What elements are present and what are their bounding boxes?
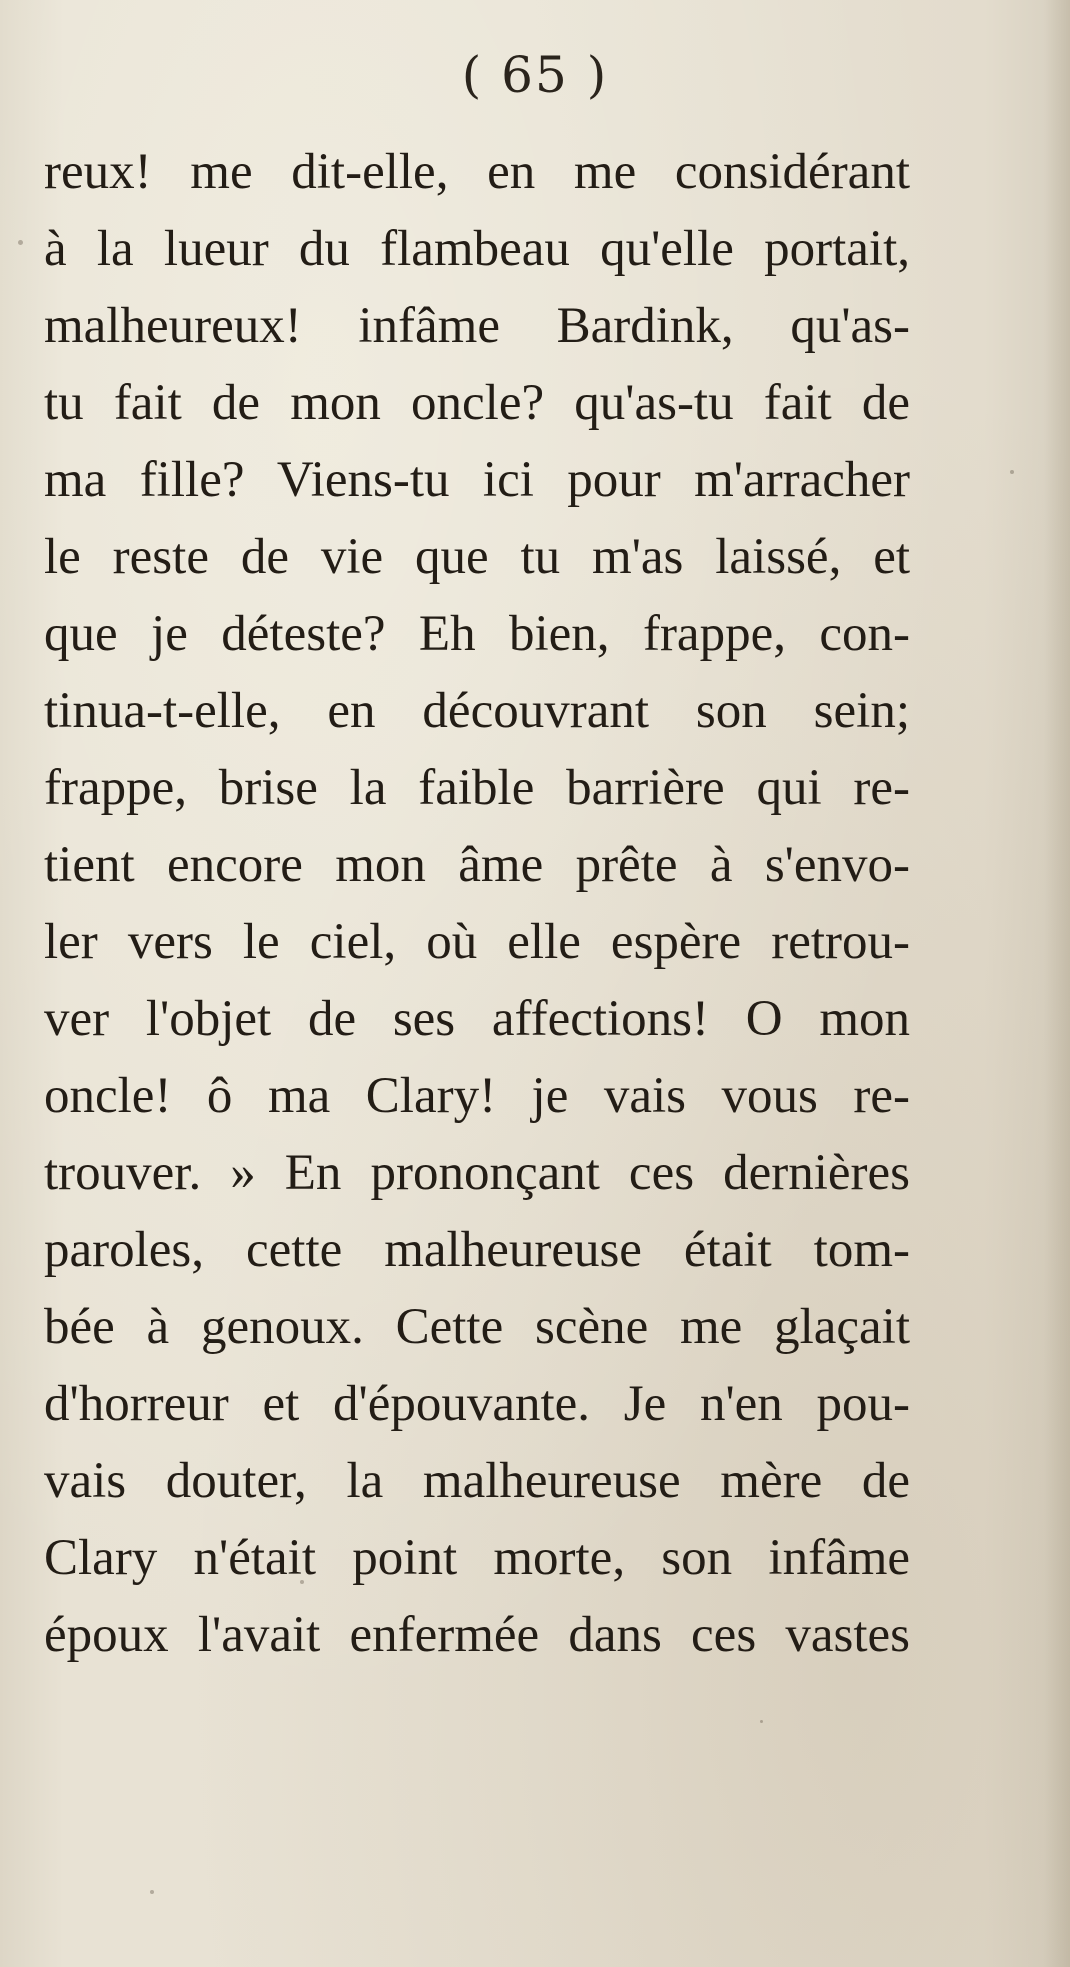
text-line-7: que je déteste? Eh bien, frappe, con- <box>44 606 910 662</box>
text-line-19: Clary n'était point morte, son infâme <box>44 1530 910 1586</box>
paper-speck <box>300 1580 304 1584</box>
paper-speck <box>1010 470 1014 474</box>
text-line-14: trouver. » En prononçant ces dernières <box>44 1145 910 1201</box>
text-line-10: tient encore mon âme prête à s'envo- <box>44 837 910 893</box>
text-line-18: vais douter, la malheureuse mère de <box>44 1453 910 1509</box>
text-line-1: reux! me dit-elle, en me considérant <box>44 144 910 200</box>
text-line-8: tinua-t-elle, en découvrant son sein; <box>44 683 910 739</box>
text-line-15: paroles, cette malheureuse était tom- <box>44 1222 910 1278</box>
text-line-3: malheureux! infâme Bardink, qu'as- <box>44 298 910 354</box>
text-line-17: d'horreur et d'épouvante. Je n'en pou- <box>44 1376 910 1432</box>
text-line-2: à la lueur du flambeau qu'elle portait, <box>44 221 910 277</box>
text-line-11: ler vers le ciel, où elle espère retrou- <box>44 914 910 970</box>
paper-speck <box>150 1890 154 1894</box>
page-number: ( 65 ) <box>461 46 609 104</box>
text-line-5: ma fille? Viens-tu ici pour m'arracher <box>44 452 910 508</box>
text-line-6: le reste de vie que tu m'as laissé, et <box>44 529 910 585</box>
text-line-16: bée à genoux. Cette scène me glaçait <box>44 1299 910 1355</box>
text-line-4: tu fait de mon oncle? qu'as-tu fait de <box>44 375 910 431</box>
paper-speck <box>760 1720 763 1723</box>
text-line-20: époux l'avait enfermée dans ces vastes <box>44 1607 910 1663</box>
paper-speck <box>18 240 23 245</box>
text-line-13: oncle! ô ma Clary! je vais vous re- <box>44 1068 910 1124</box>
body-text <box>44 134 910 1674</box>
text-line-12: ver l'objet de ses affections! O mon <box>44 991 910 1047</box>
page-edge-shadow <box>1044 0 1070 1967</box>
text-line-9: frappe, brise la faible barrière qui re- <box>44 760 910 816</box>
